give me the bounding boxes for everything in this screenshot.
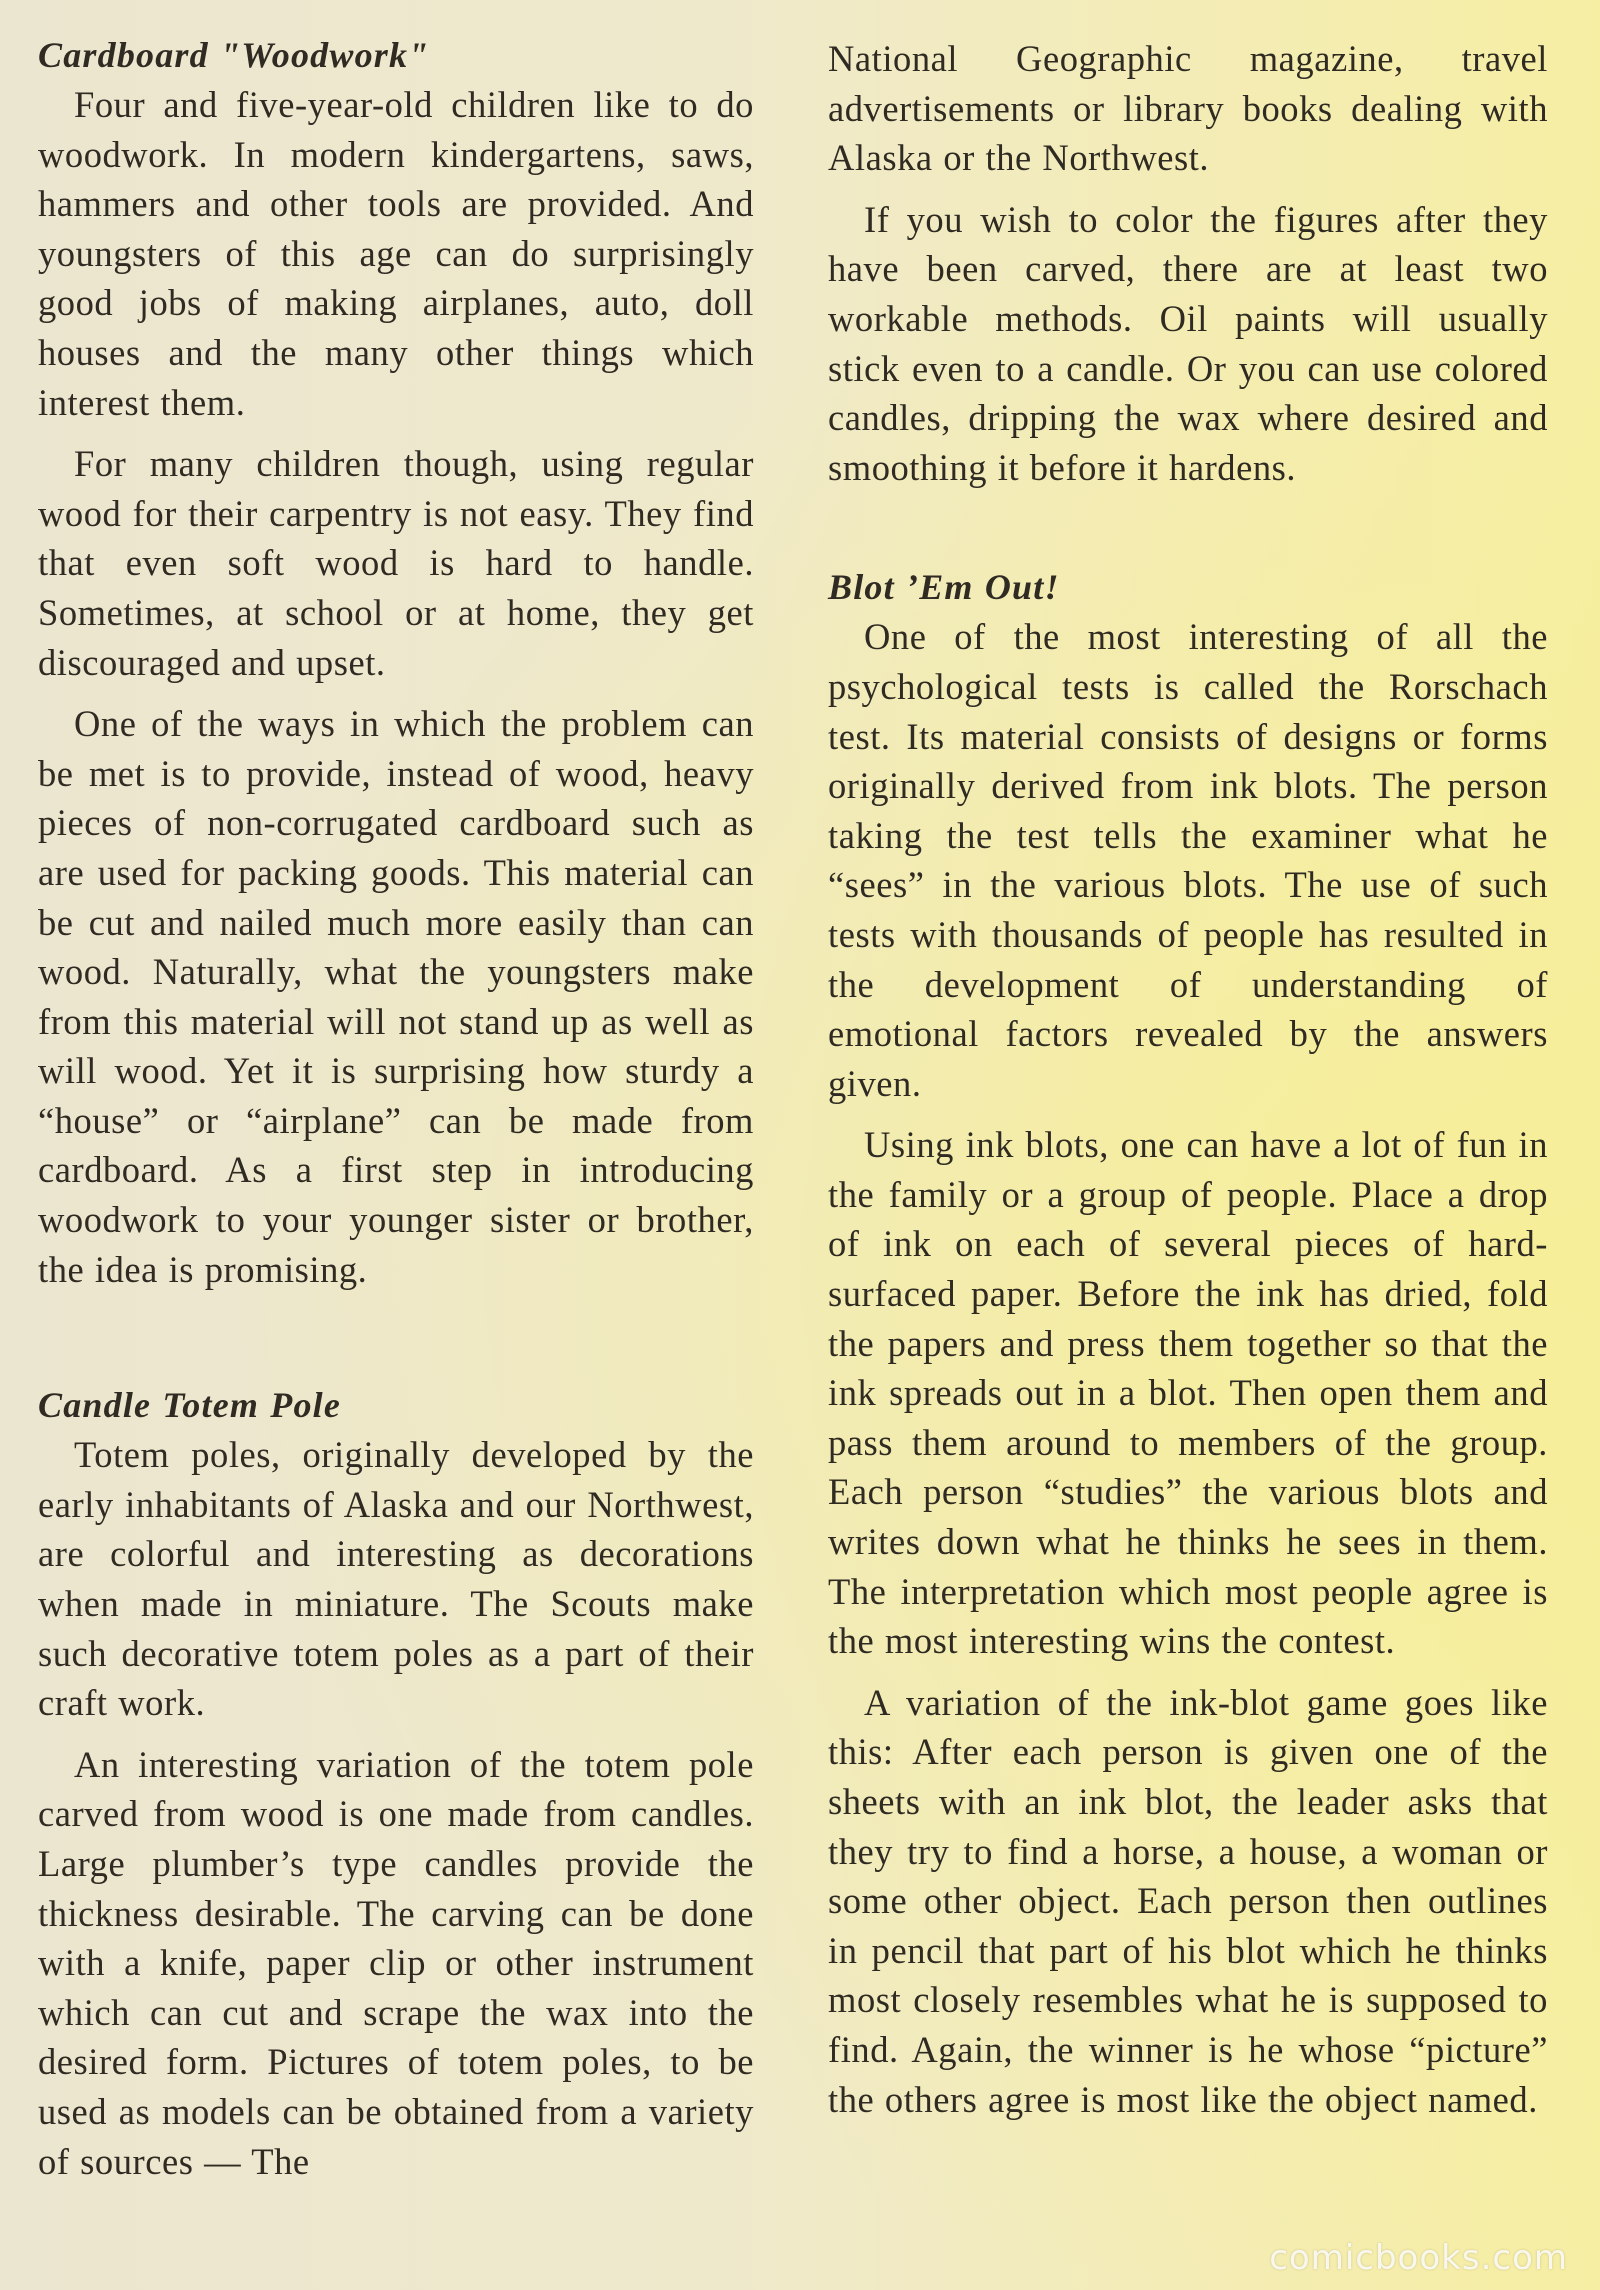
section-spacer [38, 1306, 754, 1380]
paragraph-ink-blot-game: Using ink blots, one can have a lot of fun in the family or a group of people. Place a drop of ink on each of several pieces of hard-surfaced paper. Before the ink has dried, fold the papers and press them together so that the ink spreads out in a blot. Then open them and pass them around to members of the group. Each person “studies” the various blots and writes down what he thinks he sees in them. The interpretation which most people agree is the most interesting wins the contest. [828, 1124, 1548, 1662]
paragraph-woodwork-intro: Four and five-year-old children like to do woodwork. In modern kindergartens, saws, hammers and other tools are provided. And youngsters of this age can do surprisingly good jobs of making airplanes, auto, doll houses and the many other things which interest them. [38, 84, 754, 423]
section-heading-cardboard-woodwork: Cardboard "Woodwork" [38, 35, 430, 75]
right-column [828, 34, 1548, 2136]
paragraph-ink-blot-variation: A variation of the ink-blot game goes like this: After each person is given one of the sheets with an ink blot, the leader asks that they try to find a horse, a house, a woman or some other object. Each person then outlines in pencil that part of his blot which he thinks most closely resembles what he is supposed to find. Again, the winner is he whose “picture” the others agree is most like the object named. [828, 1681, 1548, 2120]
section-heading-candle-totem-pole: Candle Totem Pole [38, 1385, 342, 1426]
paragraph-woodwork-difficulty: For many children though, using regular wood for their carpentry is not easy. They find that even soft wood is hard to handle. Sometimes, at school or at home, they get discouraged and upset. [38, 443, 754, 683]
section-heading-blot-em-out: Blot ’Em Out! [828, 567, 1060, 608]
paragraph-totem-continuation: National Geographic magazine, travel advertisements or library books dealing with Alaska or the Northwest. [828, 38, 1548, 179]
paragraph-totem-coloring: If you wish to color the figures after they have been carved, there are at least two workable methods. Oil paints will usually stick even to a candle. Or you can use colored candles, dripping the wax where desired and smoothing it before it hardens. [828, 198, 1548, 488]
paragraph-totem-candles: An interesting variation of the totem pole carved from wood is one made from candles. Large plumber’s type candles provide the thickness desirable. The carving can be done with a knife, paper clip or other instrument which can cut and scrape the wax into the desired form. Pictures of totem poles, to be used as models can be obtained from a variety of sources — The [38, 1743, 754, 2182]
watermark: comicbooks.com [1269, 2238, 1568, 2278]
paragraph-totem-intro: Totem poles, originally developed by the early inhabitants of Alaska and our Northwest, are colorful and interesting as decorations when made in miniature. The Scouts make such decorative totem poles as a part of their craft work. [38, 1434, 754, 1724]
section-spacer [828, 504, 1548, 562]
left-column [38, 30, 754, 2198]
paragraph-rorschach: One of the most interesting of all the psychological tests is called the Rorschach test. Its material consists of designs or forms originally derived from ink blots. The person taking the test tells the examiner what he “sees” in the various blots. The use of such tests with thousands of people has resulted in the development of understanding of emotional factors revealed by the answers given. [828, 616, 1548, 1104]
paragraph-woodwork-cardboard: One of the ways in which the problem can be met is to provide, instead of wood, heavy pieces of non-corrugated cardboard such as are used for packing goods. This material can be cut and nailed much more easily than can wood. Naturally, what the youngsters make from this material will not stand up as well as will wood. Yet it is surprising how sturdy a “house” or “airplane” can be made from cardboard. As a first step in introducing woodwork to your younger sister or brother, the idea is promising. [38, 703, 754, 1290]
